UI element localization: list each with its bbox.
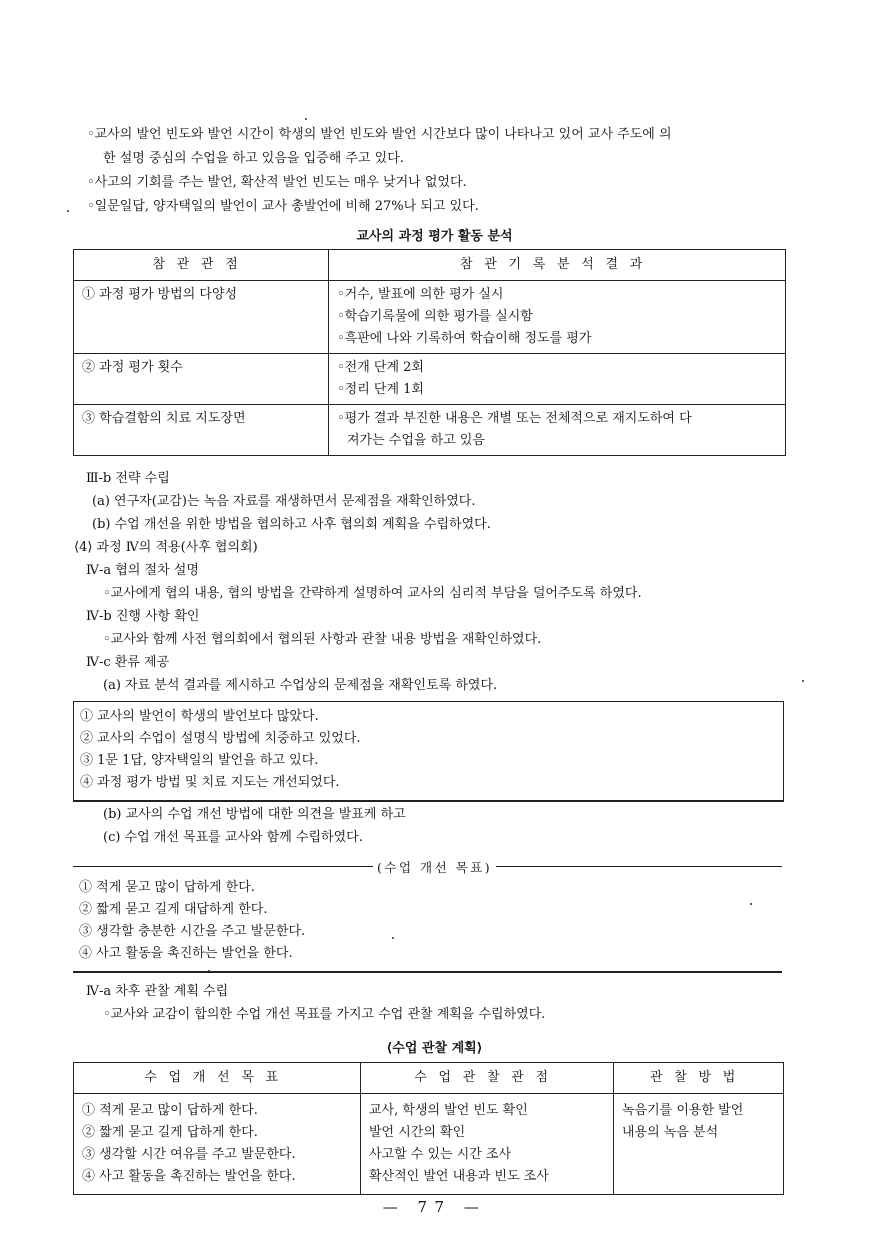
goal-item: ① 적게 묻고 많이 답하게 한다. (82, 1103, 258, 1118)
method-item: 내용의 녹음 분석 (622, 1125, 719, 1140)
strategy-item-b: (b) 수업 개선을 위한 방법을 협의하고 사후 협의회 계획을 수립하였다. (92, 517, 491, 532)
table-row (74, 354, 786, 405)
goal-item: ③ 생각할 시간 여유를 주고 발문한다. (82, 1147, 296, 1162)
table-row (74, 1094, 784, 1195)
goal-item: ④ 사고 활동을 촉진하는 발언을 한다. (79, 946, 293, 961)
ivb-heading: Ⅳ-b 진행 사항 확인 (86, 609, 200, 624)
eval-result-line: ◦학습기록물에 의한 평가를 실시함 (337, 309, 533, 324)
page-number: — 77 — (382, 1198, 487, 1216)
iva-heading: Ⅳ-a 협의 절차 설명 (86, 563, 199, 578)
eval-result-line: ◦흑판에 나와 기록하여 학습이해 정도를 평가 (337, 331, 592, 346)
strategy-heading: Ⅲ-b 전략 수립 (86, 471, 170, 486)
column-header: 수업관찰관점 (361, 1063, 614, 1094)
viewpoint-item: 발언 시간의 확인 (369, 1125, 466, 1140)
finding-item: ③ 1문 1답, 양자택일의 발언을 하고 있다. (80, 753, 319, 768)
finding-item: ② 교사의 수업이 설명식 방법에 치중하고 있었다. (80, 731, 361, 746)
intro-line-4: ◦일문일답, 양자택일의 발언이 교사 총발언에 비해 27%나 되고 있다. (87, 199, 479, 214)
ivb-text: ◦교사와 함께 사전 협의회에서 협의된 사항과 관찰 내용 방법을 재확인하였다. (103, 632, 542, 647)
table-header-row (74, 1063, 784, 1094)
eval-point (74, 354, 329, 405)
viewpoint-item: 사고할 수 있는 시간 조사 (369, 1147, 512, 1162)
viewpoint-item: 교사, 학생의 발언 빈도 확인 (369, 1103, 528, 1118)
iva-text: ◦교사에게 협의 내용, 협의 방법을 간략하게 설명하여 교사의 심리적 부담을 덜어주도록 하였다. (103, 586, 642, 601)
ivc-heading: Ⅳ-c 환류 제공 (86, 655, 170, 670)
eval-result-line: ◦전개 단계 2회 (337, 360, 424, 375)
goal-item: ② 짧게 묻고 길게 대답하게 한다. (79, 902, 268, 917)
after-findings-c: (c) 수업 개선 목표를 교사와 함께 수립하였다. (103, 830, 363, 845)
eval-result (329, 405, 786, 456)
table-row (74, 405, 786, 456)
goal-item: ② 짧게 묻고 길게 답하게 한다. (82, 1125, 258, 1140)
after-findings-b: (b) 교사의 수업 개선 방법에 대한 의견을 발표케 하고 (103, 807, 406, 822)
eval-point (74, 405, 329, 456)
eval-result (329, 354, 786, 405)
intro-line-2: 한 설명 중심의 수업을 하고 있음을 입증해 주고 있다. (103, 151, 404, 166)
methods-cell (614, 1094, 784, 1195)
goals-list (79, 877, 305, 965)
viewpoint-item: 확산적인 발언 내용과 빈도 조사 (369, 1169, 549, 1184)
table-header-row (74, 250, 786, 281)
strategy-item-a: (a) 연구자(교감)는 녹음 자료를 재생하면서 문제점을 재확인하였다. (92, 494, 476, 509)
method-item: 녹음기를 이용한 발언 (622, 1103, 744, 1118)
observation-plan-table (73, 1062, 784, 1195)
observation-table-title: ⟨수업 관찰 계획⟩ (386, 1041, 483, 1056)
column-header: 참관기록분석결과 (329, 250, 786, 281)
scan-speck (305, 118, 307, 120)
intro-line-1: ◦교사의 발언 빈도와 발언 시간이 학생의 발언 빈도와 발언 시간보다 많이 나타나고 있어 교사 주도에 의 (87, 127, 672, 142)
intro-line-3: ◦사고의 기회를 주는 발언, 확산적 발언 빈도는 매우 낮거나 없었다. (87, 175, 467, 190)
findings-box (73, 701, 784, 802)
column-header: 수업개선목표 (74, 1063, 361, 1094)
eval-point-text: ① 과정 평가 방법의 다양성 (82, 287, 238, 302)
goal-item: ③ 생각할 충분한 시간을 주고 발문한다. (79, 924, 306, 939)
goal-item: ① 적게 묻고 많이 답하게 한다. (79, 880, 255, 895)
finding-item: ④ 과정 평가 방법 및 치료 지도는 개선되었다. (80, 775, 340, 790)
eval-result-line: ◦거수, 발표에 의한 평가 실시 (337, 287, 504, 302)
table-row (74, 281, 786, 354)
column-header: 관찰방법 (614, 1063, 784, 1094)
next-plan-heading: Ⅳ-a 차후 관찰 계획 수립 (86, 984, 229, 999)
scan-speck (67, 210, 69, 212)
scan-speck (802, 680, 804, 682)
ivc-item-a: (a) 자료 분석 결과를 제시하고 수업상의 문제점을 재확인토록 하였다. (103, 678, 498, 693)
eval-result-line: ◦평가 결과 부진한 내용은 개별 또는 전체적으로 재지도하여 다 (337, 411, 692, 426)
improvement-goals-box (73, 860, 782, 973)
viewpoints-cell (361, 1094, 614, 1195)
column-header: 참관관점 (74, 250, 329, 281)
eval-table-title: 교사의 과정 평가 활동 분석 (356, 229, 513, 244)
eval-point-text: ② 과정 평가 횟수 (82, 360, 183, 375)
eval-result-line: 져가는 수업을 하고 있음 (347, 433, 485, 448)
eval-result (329, 281, 786, 354)
goal-item: ④ 사고 활동을 촉진하는 발언을 한다. (82, 1169, 296, 1184)
goals-label: (수업 개선 목표) (373, 858, 496, 876)
next-plan-text: ◦교사와 교감이 합의한 수업 개선 목표를 가지고 수업 관찰 계획을 수립하였다. (103, 1007, 546, 1022)
step4-heading: ⟨4⟩ 과정 Ⅳ의 적용(사후 협의회) (74, 540, 258, 555)
goals-cell (74, 1094, 361, 1195)
eval-analysis-table (73, 249, 786, 456)
finding-item: ① 교사의 발언이 학생의 발언보다 많았다. (80, 709, 319, 724)
eval-point (74, 281, 329, 354)
eval-point-text: ③ 학습결함의 치료 지도장면 (82, 411, 246, 426)
eval-result-line: ◦정리 단계 1회 (337, 382, 424, 397)
